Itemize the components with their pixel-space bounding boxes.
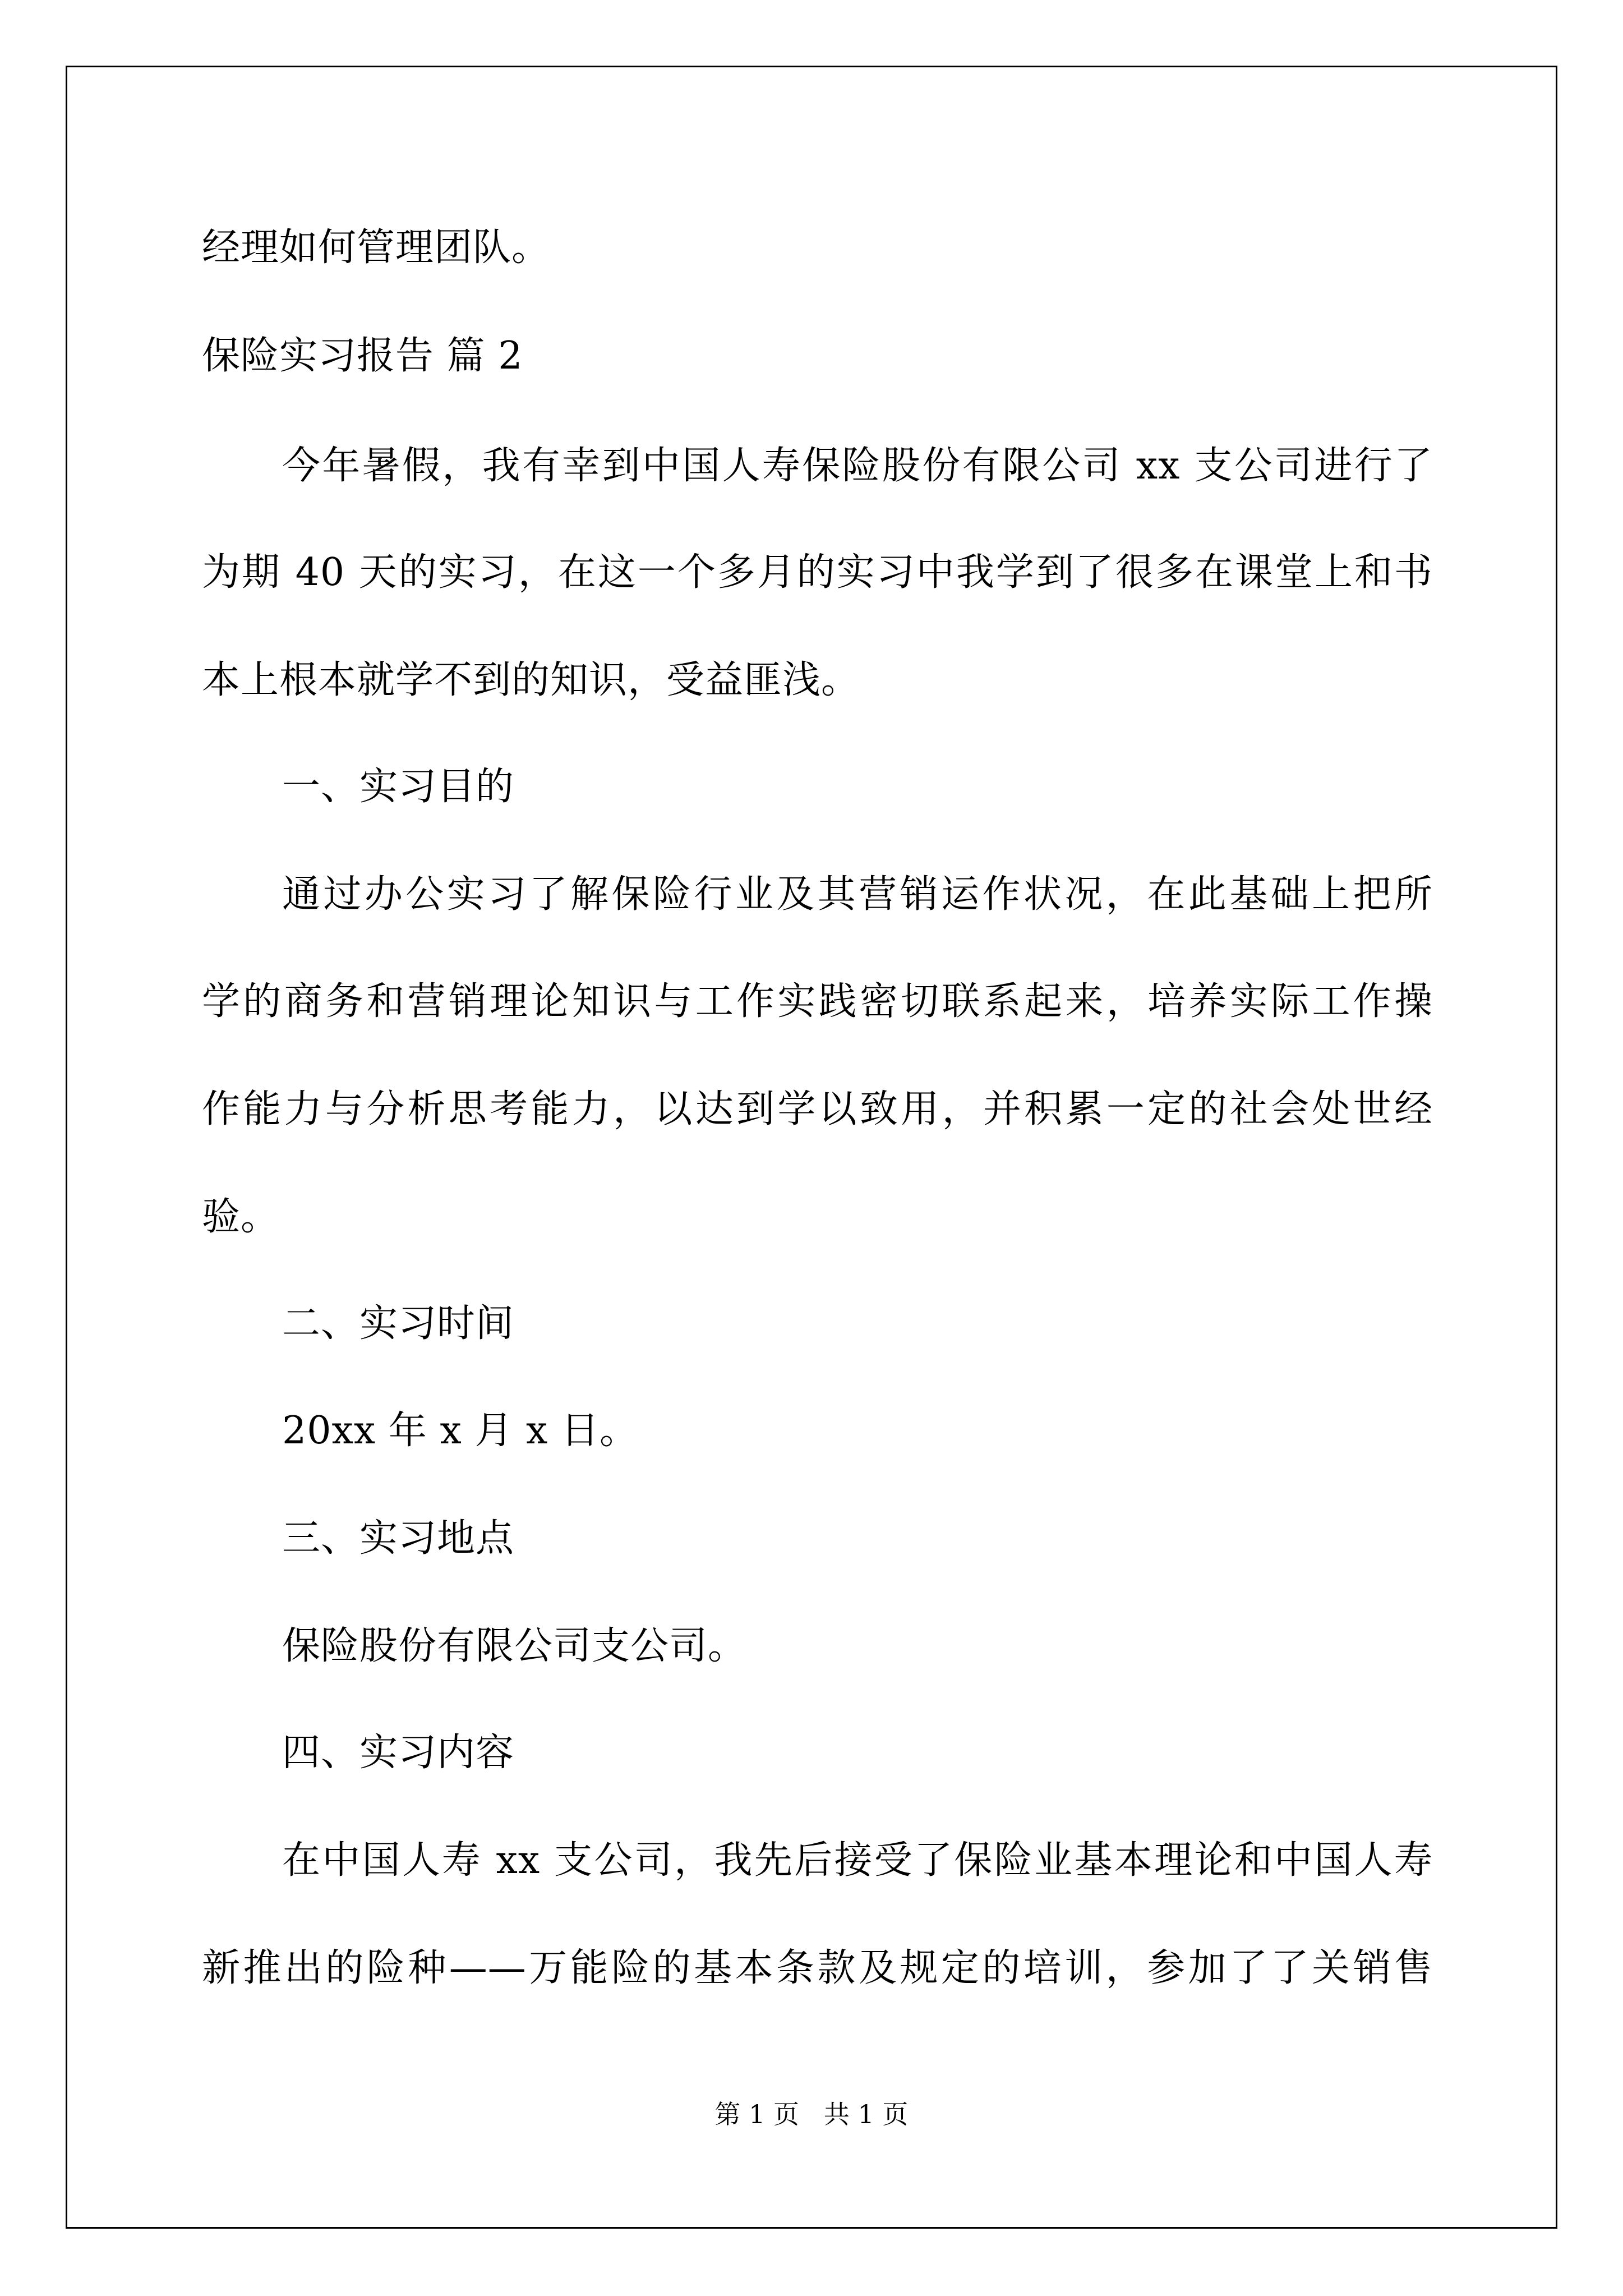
section-heading: 四、实习内容 — [282, 1731, 515, 1775]
paragraph-line: 保险股份有限公司支公司。 — [282, 1624, 747, 1668]
paragraph-line: 新推出的险种——万能险的基本条款及规定的培训，参加了了关销售 — [202, 1946, 1433, 1990]
page-frame — [66, 66, 1557, 2229]
section-heading: 保险实习报告 篇 2 — [202, 334, 523, 378]
section-heading: 三、实习地点 — [282, 1516, 515, 1561]
paragraph-line: 20xx 年 x 月 x 日。 — [282, 1409, 639, 1453]
paragraph-line: 为期 40 天的实习，在这一个多月的实习中我学到了很多在课堂上和书 — [202, 550, 1433, 595]
paragraph-line: 经理如何管理团队。 — [202, 226, 551, 270]
paragraph-line: 在中国人寿 xx 支公司，我先后接受了保险业基本理论和中国人寿 — [282, 1838, 1433, 1883]
page-footer: 第 1 页 共 1 页 — [714, 2099, 909, 2129]
section-heading: 一、实习目的 — [282, 765, 515, 809]
paragraph-line: 验。 — [202, 1195, 280, 1239]
section-heading: 二、实习时间 — [282, 1301, 515, 1346]
paragraph-line: 今年暑假，我有幸到中国人寿保险股份有限公司 xx 支公司进行了 — [282, 444, 1433, 488]
paragraph-line: 本上根本就学不到的知识，受益匪浅。 — [202, 658, 860, 702]
paragraph-line: 通过办公实习了解保险行业及其营销运作状况，在此基础上把所 — [282, 872, 1433, 917]
paragraph-line: 作能力与分析思考能力，以达到学以致用，并积累一定的社会处世经 — [202, 1087, 1433, 1131]
paragraph-line: 学的商务和营销理论知识与工作实践密切联系起来，培养实际工作操 — [202, 979, 1433, 1024]
